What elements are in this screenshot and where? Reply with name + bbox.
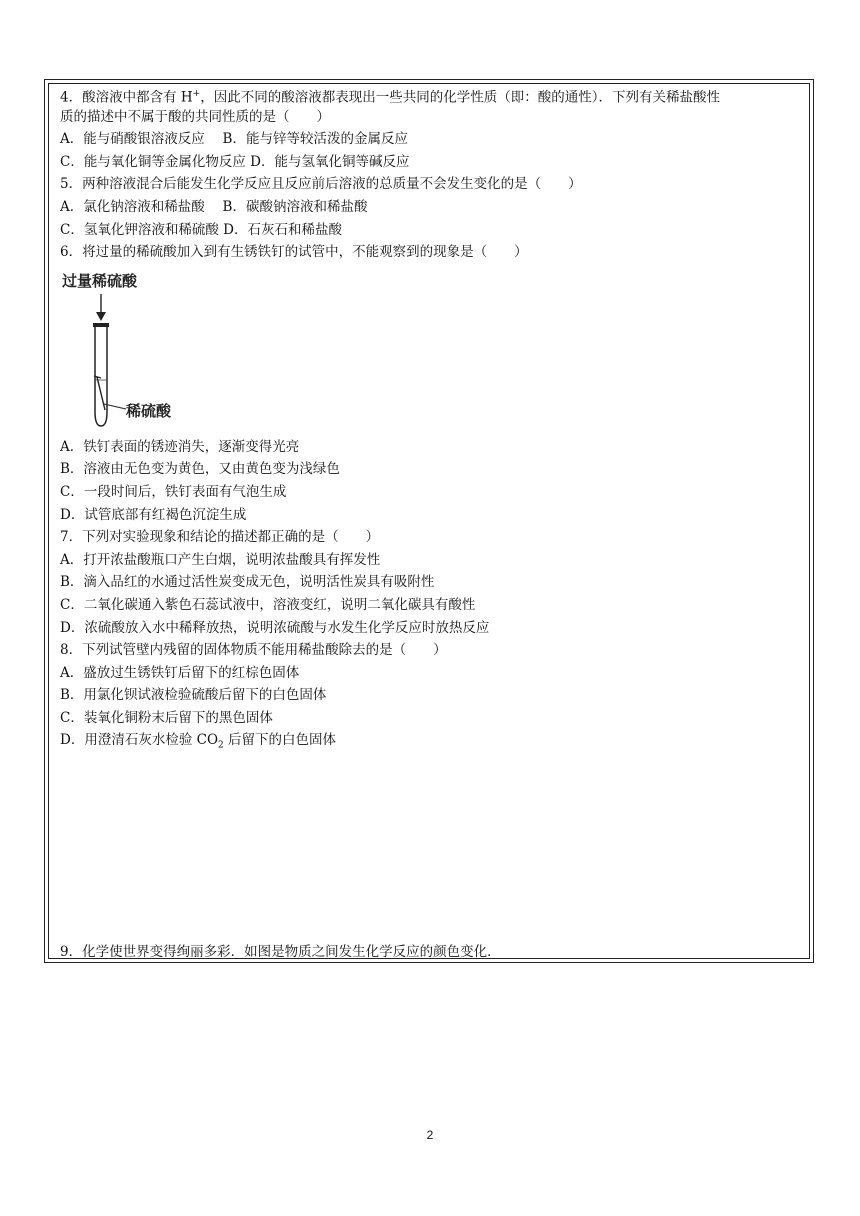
figure-label-excess-acid: 过量稀硫酸	[62, 271, 138, 290]
q8-option-a: A．盛放过生锈铁钉后留下的红棕色固体	[60, 664, 300, 681]
q8-stem: 8．下列试管壁内残留的固体物质不能用稀盐酸除去的是（ ）	[60, 642, 447, 659]
page-number: 2	[426, 1128, 434, 1142]
q6-option-a: A．铁钉表面的锈迹消失，逐渐变得光亮	[60, 438, 300, 455]
q9-stem: 9．化学使世界变得绚丽多彩．如图是物质之间发生化学反应的颜色变化．	[60, 944, 501, 960]
test-tube-figure	[60, 264, 260, 436]
q6-stem: 6．将过量的稀硫酸加入到有生锈铁钉的试管中，不能观察到的现象是（ ）	[60, 244, 528, 261]
q7-option-c: C．二氧化碳通入紫色石蕊试液中，溶液变红，说明二氧化碳具有酸性	[60, 596, 476, 613]
q7-option-b: B．滴入品红的水通过活性炭变成无色，说明活性炭具有吸附性	[60, 574, 435, 591]
q8-option-b: B．用氯化钡试液检验硫酸后留下的白色固体	[60, 687, 327, 704]
q4-options-ab: A．能与硝酸银溶液反应 B．能与锌等较活泼的金属反应	[60, 131, 408, 148]
q7-stem: 7．下列对实验现象和结论的描述都正确的是（ ）	[60, 529, 380, 546]
q8-option-c: C．装氧化铜粉末后留下的黑色固体	[60, 709, 273, 726]
q6-option-c: C．一段时间后，铁钉表面有气泡生成	[60, 483, 287, 500]
q5-options-cd: C．氢氧化钾溶液和稀硫酸 D．石灰石和稀盐酸	[60, 221, 342, 238]
q5-options-ab: A．氯化钠溶液和稀盐酸 B．碳酸钠溶液和稀盐酸	[60, 198, 368, 215]
question-content	[60, 83, 805, 752]
q4-options-cd: C．能与氧化铜等金属化物反应 D．能与氢氧化铜等碱反应	[60, 153, 410, 170]
q8-option-d: D．用澄清石灰水检验 $CO_2$ 后留下的白色固体	[60, 732, 337, 752]
q5-stem: 5．两种溶液混合后能发生化学反应且反应前后溶液的总质量不会发生变化的是（ ）	[60, 176, 582, 193]
q4-line1: 4．酸溶液中都含有 H+，因此不同的酸溶液都表现出一些共同的化学性质（即：酸的通性）．下列有关稀盐酸性	[60, 89, 720, 106]
q4-line2: 质的描述中不属于酸的共同性质的是（ ）	[60, 108, 330, 125]
q7-option-a: A．打开浓盐酸瓶口产生白烟，说明浓盐酸具有挥发性	[60, 551, 381, 568]
q6-option-b: B．溶液由无色变为黄色，又由黄色变为浅绿色	[60, 461, 340, 478]
q6-option-d: D．试管底部有红褐色沉淀生成	[60, 506, 247, 523]
q7-option-d: D．浓硫酸放入水中稀释放热，说明浓硫酸与水发生化学反应时放热反应	[60, 619, 490, 636]
figure-label-dilute-acid: 稀硫酸	[126, 401, 172, 420]
